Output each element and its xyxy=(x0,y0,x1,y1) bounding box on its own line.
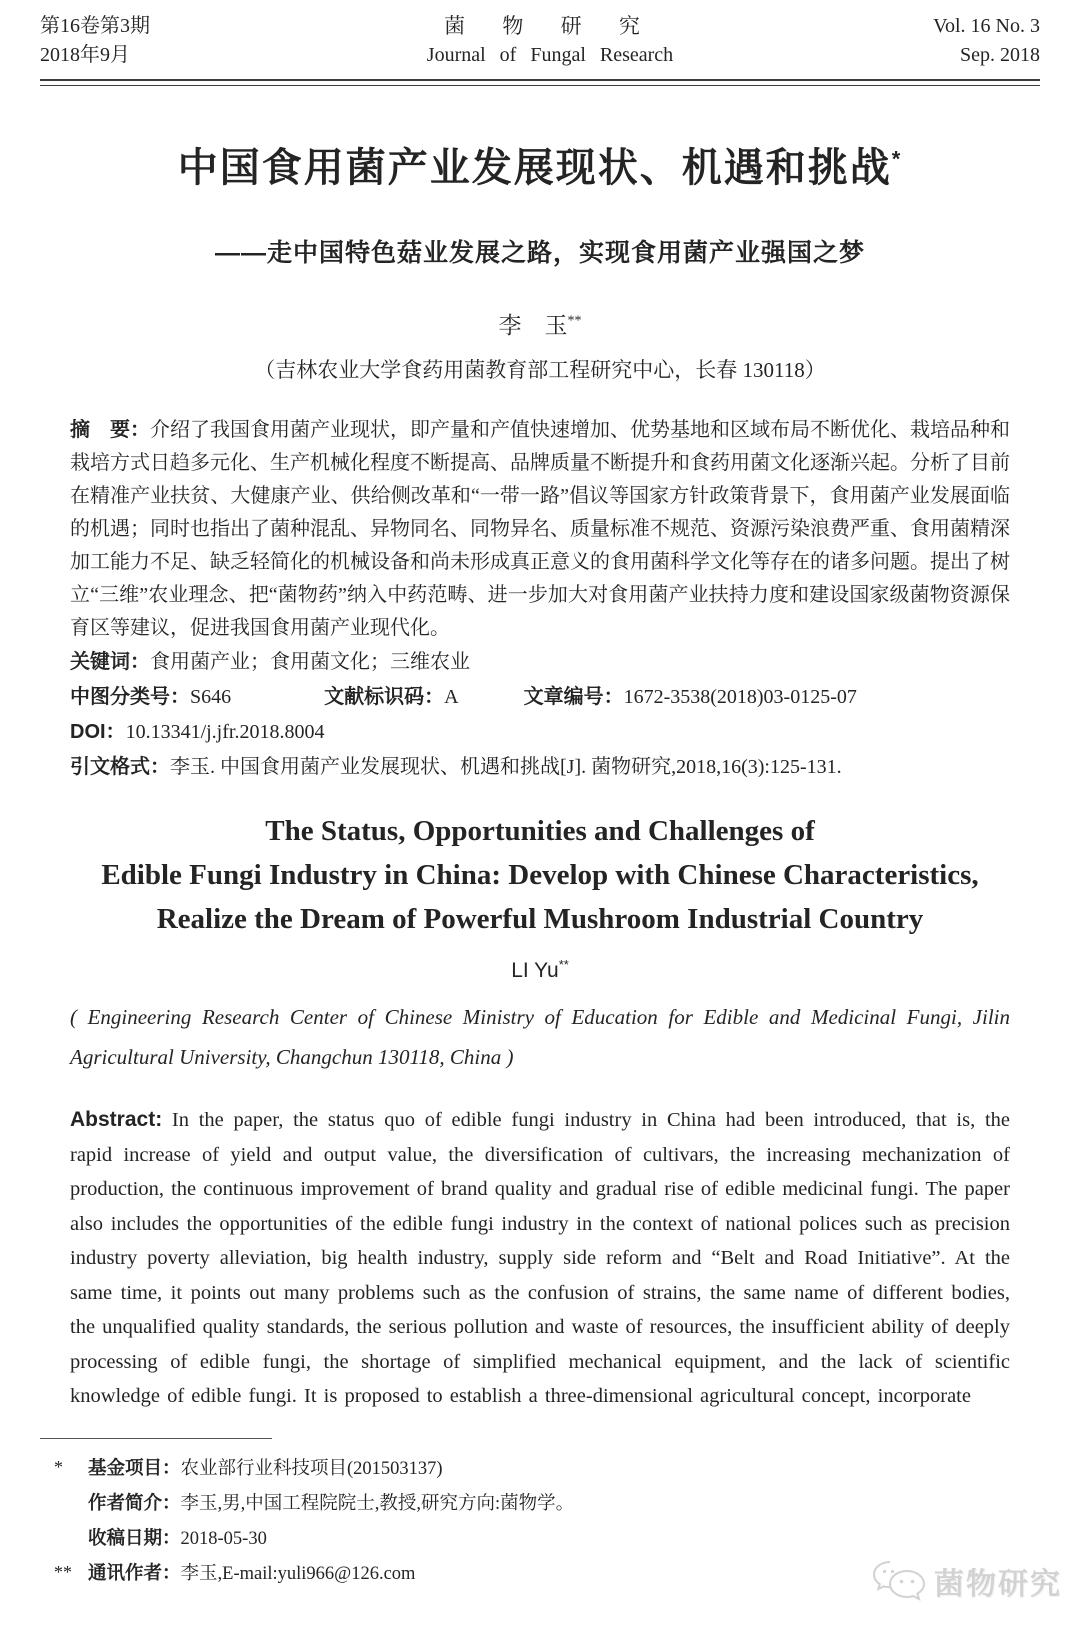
abstract-en xyxy=(70,1103,1010,1414)
footnote-marker: * xyxy=(54,1456,63,1477)
author-en xyxy=(40,957,1040,983)
doi-value: 10.13341/j.jfr.2018.8004 xyxy=(125,721,325,743)
title-footnote-marker: * xyxy=(891,146,903,172)
author-en-footnote-marker: ** xyxy=(558,957,569,972)
footnote-fund xyxy=(40,1451,1040,1486)
author-footnote-marker: ** xyxy=(567,313,582,329)
title-en-line1: The Status, Opportunities and Challenges of xyxy=(265,815,815,847)
chinese-meta-block xyxy=(70,414,1010,785)
clc-label: 中图分类号： xyxy=(70,686,190,708)
keywords-text: 食用菌产业；食用菌文化；三维农业 xyxy=(150,651,470,673)
abstract-cn xyxy=(70,414,1010,645)
footnote-marker: ** xyxy=(54,1561,72,1582)
keywords-label: 关键词： xyxy=(70,651,150,673)
footnote-label: 作者简介： xyxy=(88,1491,181,1513)
footnote-received-date xyxy=(40,1521,1040,1556)
affiliation-cn: （吉林农业大学食药用菌教育部工程研究中心，长春 130118） xyxy=(254,358,826,382)
author-cn xyxy=(40,307,1040,340)
abstract-cn-text: 介绍了我国食用菌产业现状，即产量和产值快速增加、优势基地和区域布局不断优化、栽培品种和栽培方式日趋多元化、生产机械化程度不断提高、品牌质量不断提升和食药用菌文化逐渐兴起。分析了目前在精准产业扶贫、大健康产业、供给侧改革和“一带一路”倡议等国家方针政策背景下，食用菌产业发展面临的机遇；同时也指出了菌种混乱、异物同名、同物异名、质量标准不规范、资源污染浪费严重、食用菌精深加工能力不足、缺乏轻简化的机械设备和尚未形成真正意义的食用菌科学文化等存在的诸多问题。提出了树立“三维”农业理念、把“菌物药”纳入中药范畴、进一步加大对食用菌产业扶持力度和建设国家级菌物资源保育区等建议，促进我国食用菌产业现代化。 xyxy=(70,419,1010,639)
abstract-cn-label: 摘 要： xyxy=(70,419,150,441)
doi-label: DOI： xyxy=(70,721,126,743)
header-volume-en xyxy=(860,12,1040,70)
article-title-cn xyxy=(40,136,1040,193)
citation-text: 李玉. 中国食用菌产业发展现状、机遇和挑战[J]. 菌物研究,2018,16(3):125-131. xyxy=(170,756,842,778)
doc-code-value: A xyxy=(444,686,459,708)
footnote-text: 李玉,E-mail:yuli966@126.com xyxy=(180,1563,416,1584)
journal-watermark xyxy=(870,1559,1062,1603)
footnote-label: 收稿日期： xyxy=(88,1526,181,1548)
volume-issue-cn: 第16卷第3期 xyxy=(40,15,150,37)
doc-code-label: 文献标识码： xyxy=(324,686,445,708)
header-divider xyxy=(40,79,1040,86)
citation-label: 引文格式： xyxy=(70,756,170,778)
abstract-en-text: In the paper, the status quo of edible fungi industry in China had been introduced, that is, the rapid increase of yield and output value, the diversification of cultivars, the increasing mechanization of production, the continuous improvement of brand quality and gradual rise of edible medicinal fungi. The paper also includes the opportunities of the edible fungi industry in the context of national polices such as precision industry poverty alleviation, big health industry, supply side reform and “Belt and Road Initiative”. At the same time, it points out many problems such as the confusion of strains, the same name of different bodies, the unqualified quality standards, the serious pollution and waste of resources, the insufficient ability of deeply processing of edible fungi, the shortage of simplified mechanical equipment, and the lack of scientific knowledge of edible fungi. It is proposed to establish a three-dimensional agricultural concept, incorporate xyxy=(70,1109,1011,1407)
date-cn: 2018年9月 xyxy=(40,44,130,66)
footnote-divider xyxy=(40,1438,272,1439)
journal-name-cn: 菌 物 研 究 xyxy=(444,14,656,38)
title-en-line3: Realize the Dream of Powerful Mushroom Industrial Country xyxy=(156,903,924,935)
doc-code-item xyxy=(324,680,458,715)
article-title-en xyxy=(40,809,1040,941)
footnote-text: 农业部行业科技项目(201503137) xyxy=(180,1458,443,1479)
article-id-label: 文章编号： xyxy=(523,686,624,708)
article-title-cn-text: 中国食用菌产业发展现状、机遇和挑战 xyxy=(177,146,892,190)
journal-header xyxy=(40,12,1040,70)
article-subtitle-cn: ——走中国特色菇业发展之路，实现食用菌产业强国之梦 xyxy=(214,239,865,267)
affiliation-en: ( Engineering Research Center of Chinese Ministry of Education for Edible and Medicinal Fungi, Jilin Agricultural University, Changchun 130118, China ) xyxy=(70,1005,1010,1069)
author-en-name: LI Yu xyxy=(511,959,559,982)
footnote-label: 基金项目： xyxy=(88,1456,181,1478)
footnote-text: 李玉,男,中国工程院院士,教授,研究方向:菌物学。 xyxy=(180,1493,575,1514)
date-en: Sep. 2018 xyxy=(960,44,1040,66)
footnote-label: 通讯作者： xyxy=(88,1561,181,1583)
clc-item xyxy=(70,680,231,715)
keywords-row xyxy=(70,645,1010,680)
doi-row xyxy=(70,715,1010,750)
footnote-author-bio xyxy=(40,1486,1040,1521)
title-en-line2: Edible Fungi Industry in China: Develop with Chinese Characteristics, xyxy=(101,859,979,891)
article-id-value: 1672-3538(2018)03-0125-07 xyxy=(623,686,857,708)
footnote-text: 2018-05-30 xyxy=(180,1528,267,1549)
watermark-text: 菌物研究 xyxy=(934,1568,1062,1601)
author-cn-name: 李 玉 xyxy=(498,313,568,338)
article-id-item xyxy=(524,680,857,715)
wechat-icon xyxy=(870,1559,928,1603)
abstract-en-label: Abstract: xyxy=(70,1108,163,1131)
citation-row xyxy=(70,750,1010,785)
journal-name-en: Journal of Fungal Research xyxy=(426,44,674,66)
header-volume-cn xyxy=(40,12,240,70)
classification-row xyxy=(70,680,1010,715)
volume-issue-en: Vol. 16 No. 3 xyxy=(933,15,1040,37)
header-journal-name xyxy=(240,12,860,70)
clc-value: S646 xyxy=(190,686,232,708)
